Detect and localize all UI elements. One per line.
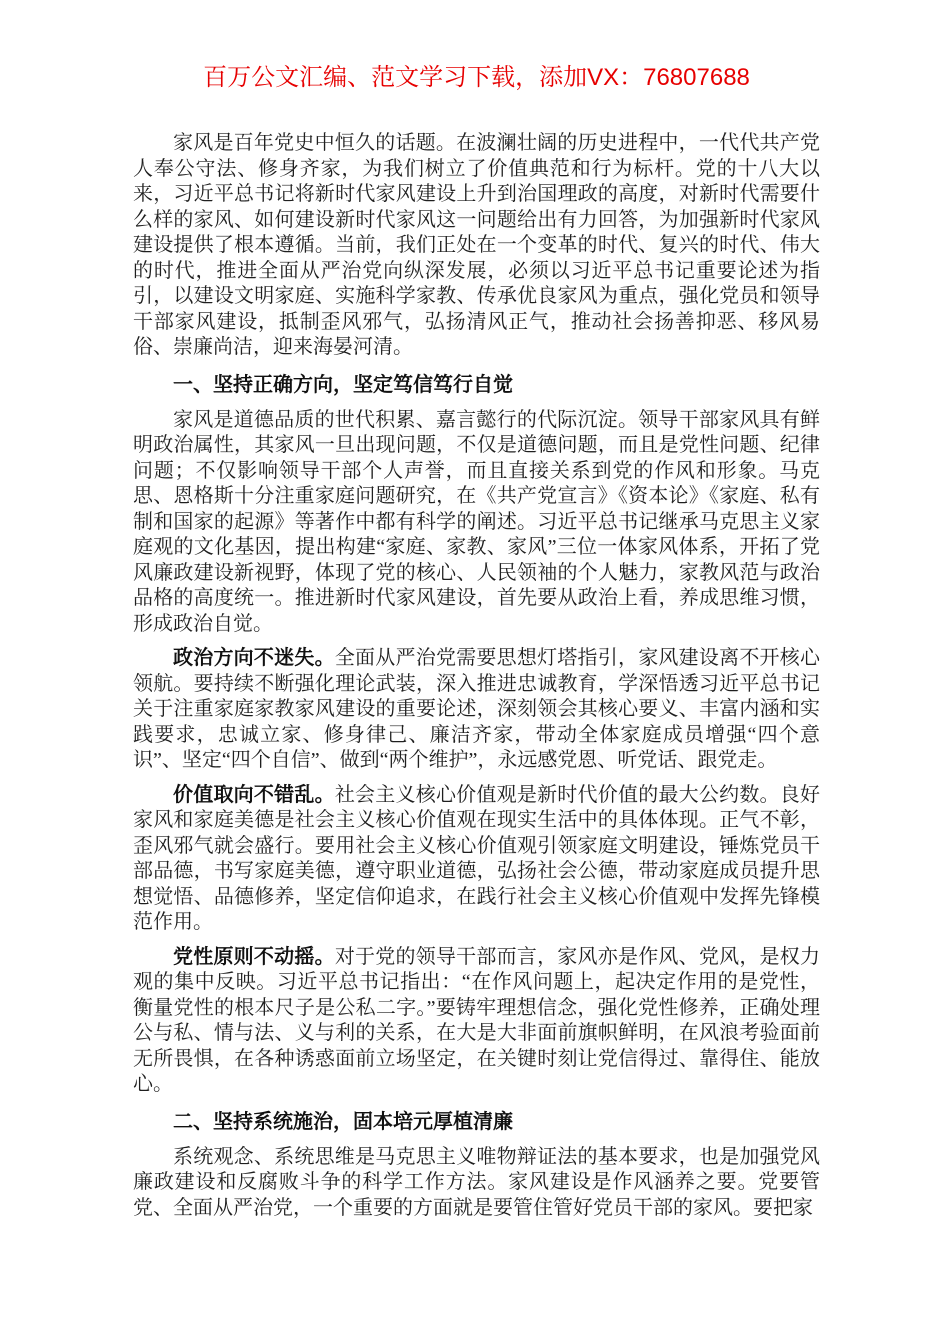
section-heading-2: 二、坚持系统施治，固本培元厚植清廉	[173, 1110, 513, 1133]
paragraph-political-direction	[133, 646, 820, 774]
paragraph-party-principle-lead: 党性原则不动摇。	[173, 945, 335, 968]
document-body	[133, 131, 820, 1221]
section-heading-1: 一、坚持正确方向，坚定笃信笃行自觉	[173, 373, 513, 396]
paragraph-party-principle	[133, 945, 820, 1098]
paragraph-political-direction-lead: 政治方向不迷失。	[173, 647, 335, 669]
promo-header-text: 百万公文汇编、范文学习下载，添加VX：76807688	[203, 64, 750, 91]
paragraph-political-direction-text: 全面从严治党需要思想灯塔指引，家风建设离不开核心领航。要持续不断强化理论武装，深入推进忠诚教育，学深悟透习近平总书记关于注重家庭家教家风建设的重要论述，深刻领会其核心要义、丰富内涵和实践要求，忠诚立家、修身律己、廉洁齐家，带动全体家庭成员增强“四个意识”、坚定“四个自信”、做到“两个维护”，永远感党恩、听党话、跟党走。	[133, 647, 821, 771]
paragraph-section1-intro: 家风是道德品质的世代积累、嘉言懿行的代际沉淀。领导干部家风具有鲜明政治属性，其家风一旦出现问题，不仅是道德问题，而且是党性问题、纪律问题；不仅影响领导干部个人声誉，而且直接关系到党的作风和形象。马克思、恩格斯十分注重家庭问题研究，在《共产党宣言》《资本论》《家庭、私有制和国家的起源》等著作中都有科学的阐述。习近平总书记继承马克思主义家庭观的文化基因，提出构建“家庭、家教、家风”三位一体家风体系，开拓了党风廉政建设新视野，体现了党的核心、人民领袖的个人魅力，家教风范与政治品格的高度统一。推进新时代家风建设，首先要从政治上看，养成思维习惯，形成政治自觉。	[133, 408, 820, 635]
paragraph-intro: 家风是百年党史中恒久的话题。在波澜壮阔的历史进程中，一代代共产党人奉公守法、修身齐家，为我们树立了价值典范和行为标杆。党的十八大以来，习近平总书记将新时代家风建设上升到治国理政的高度，对新时代需要什么样的家风、如何建设新时代家风这一问题给出有力回答，为加强新时代家风建设提供了根本遵循。当前，我们正处在一个变革的时代、复兴的时代、伟大的时代，推进全面从严治党向纵深发展，必须以习近平总书记重要论述为指引，以建设文明家庭、实施科学家教、传承优良家风为重点，强化党员和领导干部家风建设，抵制歪风邪气，弘扬清风正气，推动社会扬善抑恶、移风易俗、崇廉尚洁，迎来海晏河清。	[133, 132, 820, 358]
paragraph-value-orientation	[133, 783, 820, 936]
paragraph-party-principle-text: 对于党的领导干部而言，家风亦是作风、党风，是权力观的集中反映。习近平总书记指出：“在作风问题上，起决定作用的是党性，衡量党性的根本尺子是公私二字。”要铸牢理想信念，强化党性修养，正确处理公与私、情与法、义与利的关系，在大是大非面前旗帜鲜明，在风浪考验面前无所畏惧，在各种诱惑面前立场坚定，在关键时刻让党信得过、靠得住、能放心。	[133, 945, 821, 1095]
paragraph-value-orientation-text: 社会主义核心价值观是新时代价值的最大公约数。良好家风和家庭美德是社会主义核心价值观在现实生活中的具体体现。正气不彰，歪风邪气就会盛行。要用社会主义核心价值观引领家庭文明建设，锤炼党员干部品德，书写家庭美德，遵守职业道德，弘扬社会公德，带动家庭成员提升思想觉悟、品德修养，坚定信仰追求，在践行社会主义核心价值观中发挥先锋模范作用。	[133, 783, 821, 933]
paragraph-value-orientation-lead: 价值取向不错乱。	[173, 783, 335, 806]
paragraph-section2-intro: 系统观念、系统思维是马克思主义唯物辩证法的基本要求，也是加强党风廉政建设和反腐败斗争的科学工作方法。家风建设是作风涵养之要。党要管党、全面从严治党，一个重要的方面就是要管住管好党员干部的家风。要把家	[133, 1145, 820, 1219]
